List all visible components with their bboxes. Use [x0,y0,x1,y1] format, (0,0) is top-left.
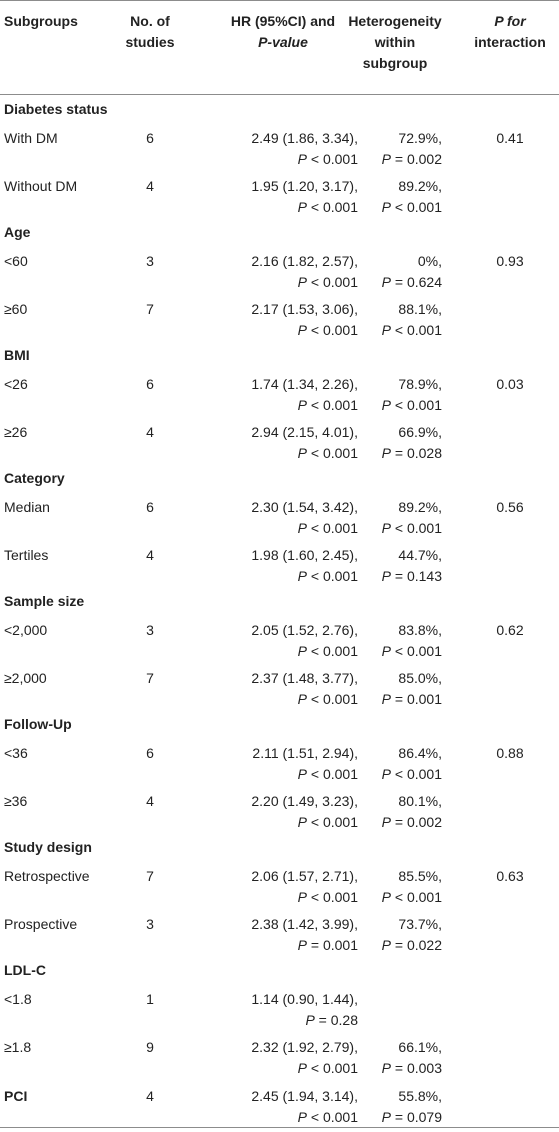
table-row [0,910,559,960]
row-het-value: 73.7%, [398,916,442,932]
row-heterogeneity [350,497,442,539]
row-het-value: 89.2%, [398,499,442,515]
row-label: ≥60 [4,301,28,317]
row-study-count: 7 [146,868,154,884]
row-label: <26 [4,376,28,392]
group-heading: Diabetes status [4,101,108,117]
row-label: PCI [4,1088,28,1104]
table-row [0,124,559,174]
row-hr-value: 2.30 (1.54, 3.42), [251,499,358,515]
row-heterogeneity [350,668,442,710]
header-het-line3: subgroup [362,55,428,71]
row-study-count: 3 [146,253,154,269]
row-hr-value: 1.98 (1.60, 2.45), [251,547,358,563]
table-row [0,418,559,468]
row-het-pvalue: P < 0.001 [381,520,442,536]
header-rule [0,94,559,95]
row-label: ≥2,000 [4,670,47,686]
row-het-pvalue: P < 0.001 [381,199,442,215]
row-hr-value: 2.94 (2.15, 4.01), [251,424,358,440]
row-hr-value: 2.49 (1.86, 3.34), [251,130,358,146]
row-het-pvalue: P = 0.143 [381,568,442,584]
row-label: Without DM [4,178,78,194]
row-hr [228,176,358,218]
table-row [0,739,559,789]
row-heterogeneity [350,374,442,416]
group-heading: LDL-C [4,962,46,978]
row-label: Tertiles [4,547,49,563]
header-studies-line2: studies [125,34,175,50]
row-heterogeneity [350,545,442,587]
row-label: <60 [4,253,28,269]
row-hr-pvalue: P < 0.001 [297,151,358,167]
row-heterogeneity [350,251,442,293]
row-hr [228,299,358,341]
row-het-value: 0%, [417,253,442,269]
row-study-count: 4 [146,793,154,809]
row-het-pvalue: P < 0.001 [381,397,442,413]
row-hr-value: 2.45 (1.94, 3.14), [251,1088,358,1104]
row-hr-pvalue: P < 0.001 [297,397,358,413]
row-study-count: 6 [146,130,154,146]
header-studies-line1: No. of [130,13,170,29]
row-het-value: 66.1%, [398,1039,442,1055]
row-label: Retrospective [4,868,90,884]
row-heterogeneity [350,422,442,464]
row-label: Prospective [4,916,78,932]
row-het-pvalue: P < 0.001 [381,643,442,659]
row-het-value: 86.4%, [398,745,442,761]
row-hr-value: 2.06 (1.57, 2.71), [251,868,358,884]
row-p-interaction: 0.62 [496,622,524,638]
row-hr [228,743,358,785]
table-row [0,247,559,297]
row-hr-pvalue: P < 0.001 [297,322,358,338]
row-label: <36 [4,745,28,761]
row-het-pvalue: P = 0.022 [381,937,442,953]
row-het-value: 72.9%, [398,130,442,146]
row-hr-pvalue: P < 0.001 [297,274,358,290]
row-heterogeneity [350,128,442,170]
row-hr [228,668,358,710]
table-row [0,1033,559,1083]
group-heading: Sample size [4,593,85,609]
row-het-value: 88.1%, [398,301,442,317]
row-hr [228,497,358,539]
row-hr [228,914,358,956]
table-row [0,541,559,591]
row-heterogeneity [350,1086,442,1128]
row-het-pvalue: P = 0.003 [381,1060,442,1076]
row-het-value: 85.0%, [398,670,442,686]
row-hr-pvalue: P < 0.001 [297,889,358,905]
row-het-value: 78.9%, [398,376,442,392]
row-hr-value: 2.38 (1.42, 3.99), [251,916,358,932]
row-hr-pvalue: P < 0.001 [297,199,358,215]
row-heterogeneity [350,620,442,662]
row-het-pvalue: P = 0.079 [381,1109,442,1125]
group-heading: Study design [4,839,92,855]
table-row [0,787,559,837]
row-label: ≥26 [4,424,28,440]
row-hr-pvalue: P < 0.001 [297,643,358,659]
row-het-pvalue: P = 0.028 [381,445,442,461]
row-heterogeneity [350,914,442,956]
row-hr-pvalue: P < 0.001 [297,1109,358,1125]
row-study-count: 7 [146,301,154,317]
header-hr [208,11,358,53]
row-hr [228,989,358,1031]
row-p-interaction: 0.03 [496,376,524,392]
table-row [0,172,559,222]
row-hr-value: 2.17 (1.53, 3.06), [251,301,358,317]
row-hr [228,866,358,908]
header-heterogeneity [340,11,450,74]
table-row [0,664,559,714]
row-study-count: 4 [146,547,154,563]
row-het-pvalue: P = 0.001 [381,691,442,707]
row-hr-pvalue: P < 0.001 [297,568,358,584]
row-study-count: 7 [146,670,154,686]
row-label: ≥36 [4,793,28,809]
row-het-pvalue: P = 0.002 [381,814,442,830]
header-p-interaction [465,11,555,53]
row-label: ≥1.8 [4,1039,32,1055]
row-hr-pvalue: P < 0.001 [297,766,358,782]
row-het-value: 44.7%, [398,547,442,563]
row-label: With DM [4,130,58,146]
row-hr-value: 1.74 (1.34, 2.26), [251,376,358,392]
group-heading: Category [4,470,65,486]
row-het-pvalue: P < 0.001 [381,322,442,338]
row-p-interaction: 0.56 [496,499,524,515]
row-hr-pvalue: P < 0.001 [297,691,358,707]
row-hr [228,620,358,662]
row-het-value: 80.1%, [398,793,442,809]
header-p-line1: P for [494,13,526,29]
row-hr-value: 2.37 (1.48, 3.77), [251,670,358,686]
table-row [0,862,559,912]
row-heterogeneity [350,299,442,341]
row-hr-pvalue: P < 0.001 [297,445,358,461]
row-heterogeneity [350,176,442,218]
row-study-count: 6 [146,745,154,761]
row-hr [228,1037,358,1079]
row-het-value: 66.9%, [398,424,442,440]
row-het-pvalue: P = 0.002 [381,151,442,167]
row-hr [228,791,358,833]
header-het-line1: Heterogeneity [348,13,442,29]
row-hr [228,422,358,464]
row-hr-pvalue: P < 0.001 [297,1060,358,1076]
row-hr-value: 2.11 (1.51, 2.94), [252,745,358,761]
group-heading: Age [4,224,31,240]
row-label: <2,000 [4,622,48,638]
header-p-line2: interaction [474,34,546,50]
row-study-count: 3 [146,916,154,932]
header-hr-line1: HR (95%CI) and [230,13,336,29]
row-hr-value: 2.16 (1.82, 2.57), [251,253,358,269]
row-hr [228,251,358,293]
table-header [0,0,559,94]
row-heterogeneity [350,743,442,785]
row-hr [228,1086,358,1128]
row-p-interaction: 0.63 [496,868,524,884]
row-heterogeneity [350,1037,442,1079]
row-hr-pvalue: P < 0.001 [297,520,358,536]
table-row [0,616,559,666]
row-study-count: 4 [146,424,154,440]
row-hr-pvalue: P = 0.001 [297,937,358,953]
row-study-count: 1 [146,991,154,1007]
row-hr-value: 1.95 (1.20, 3.17), [251,178,358,194]
row-hr [228,374,358,416]
bottom-rule [0,1127,559,1128]
header-studies [110,11,190,53]
row-het-pvalue: P < 0.001 [381,766,442,782]
row-study-count: 6 [146,376,154,392]
row-het-pvalue: P = 0.624 [381,274,442,290]
row-het-value: 85.5%, [398,868,442,884]
group-heading: Follow-Up [4,716,72,732]
row-hr-value: 2.32 (1.92, 2.79), [251,1039,358,1055]
table-row [0,370,559,420]
row-hr-pvalue: P = 0.28 [305,1012,358,1028]
row-study-count: 6 [146,499,154,515]
row-hr [228,128,358,170]
row-het-value: 89.2%, [398,178,442,194]
table-row [0,985,559,1035]
row-study-count: 4 [146,178,154,194]
row-het-value: 83.8%, [398,622,442,638]
header-hr-line2: P-value [258,34,308,50]
row-label: Median [4,499,50,515]
row-hr-value: 1.14 (0.90, 1.44), [251,991,358,1007]
row-heterogeneity [350,866,442,908]
row-hr [228,545,358,587]
row-study-count: 9 [146,1039,154,1055]
row-heterogeneity [350,791,442,833]
row-p-interaction: 0.93 [496,253,524,269]
header-het-line2: within [374,34,416,50]
row-study-count: 3 [146,622,154,638]
row-label: <1.8 [4,991,32,1007]
table-row [0,493,559,543]
row-study-count: 4 [146,1088,154,1104]
group-heading: BMI [4,347,30,363]
row-p-interaction: 0.41 [496,130,524,146]
row-hr-value: 2.05 (1.52, 2.76), [251,622,358,638]
row-hr-pvalue: P < 0.001 [297,814,358,830]
row-hr-value: 2.20 (1.49, 3.23), [251,793,358,809]
row-het-pvalue: P < 0.001 [381,889,442,905]
table-row [0,295,559,345]
row-p-interaction: 0.88 [496,745,524,761]
header-subgroups: Subgroups [4,13,78,29]
table-row-pci [0,1082,559,1132]
row-het-value: 55.8%, [398,1088,442,1104]
